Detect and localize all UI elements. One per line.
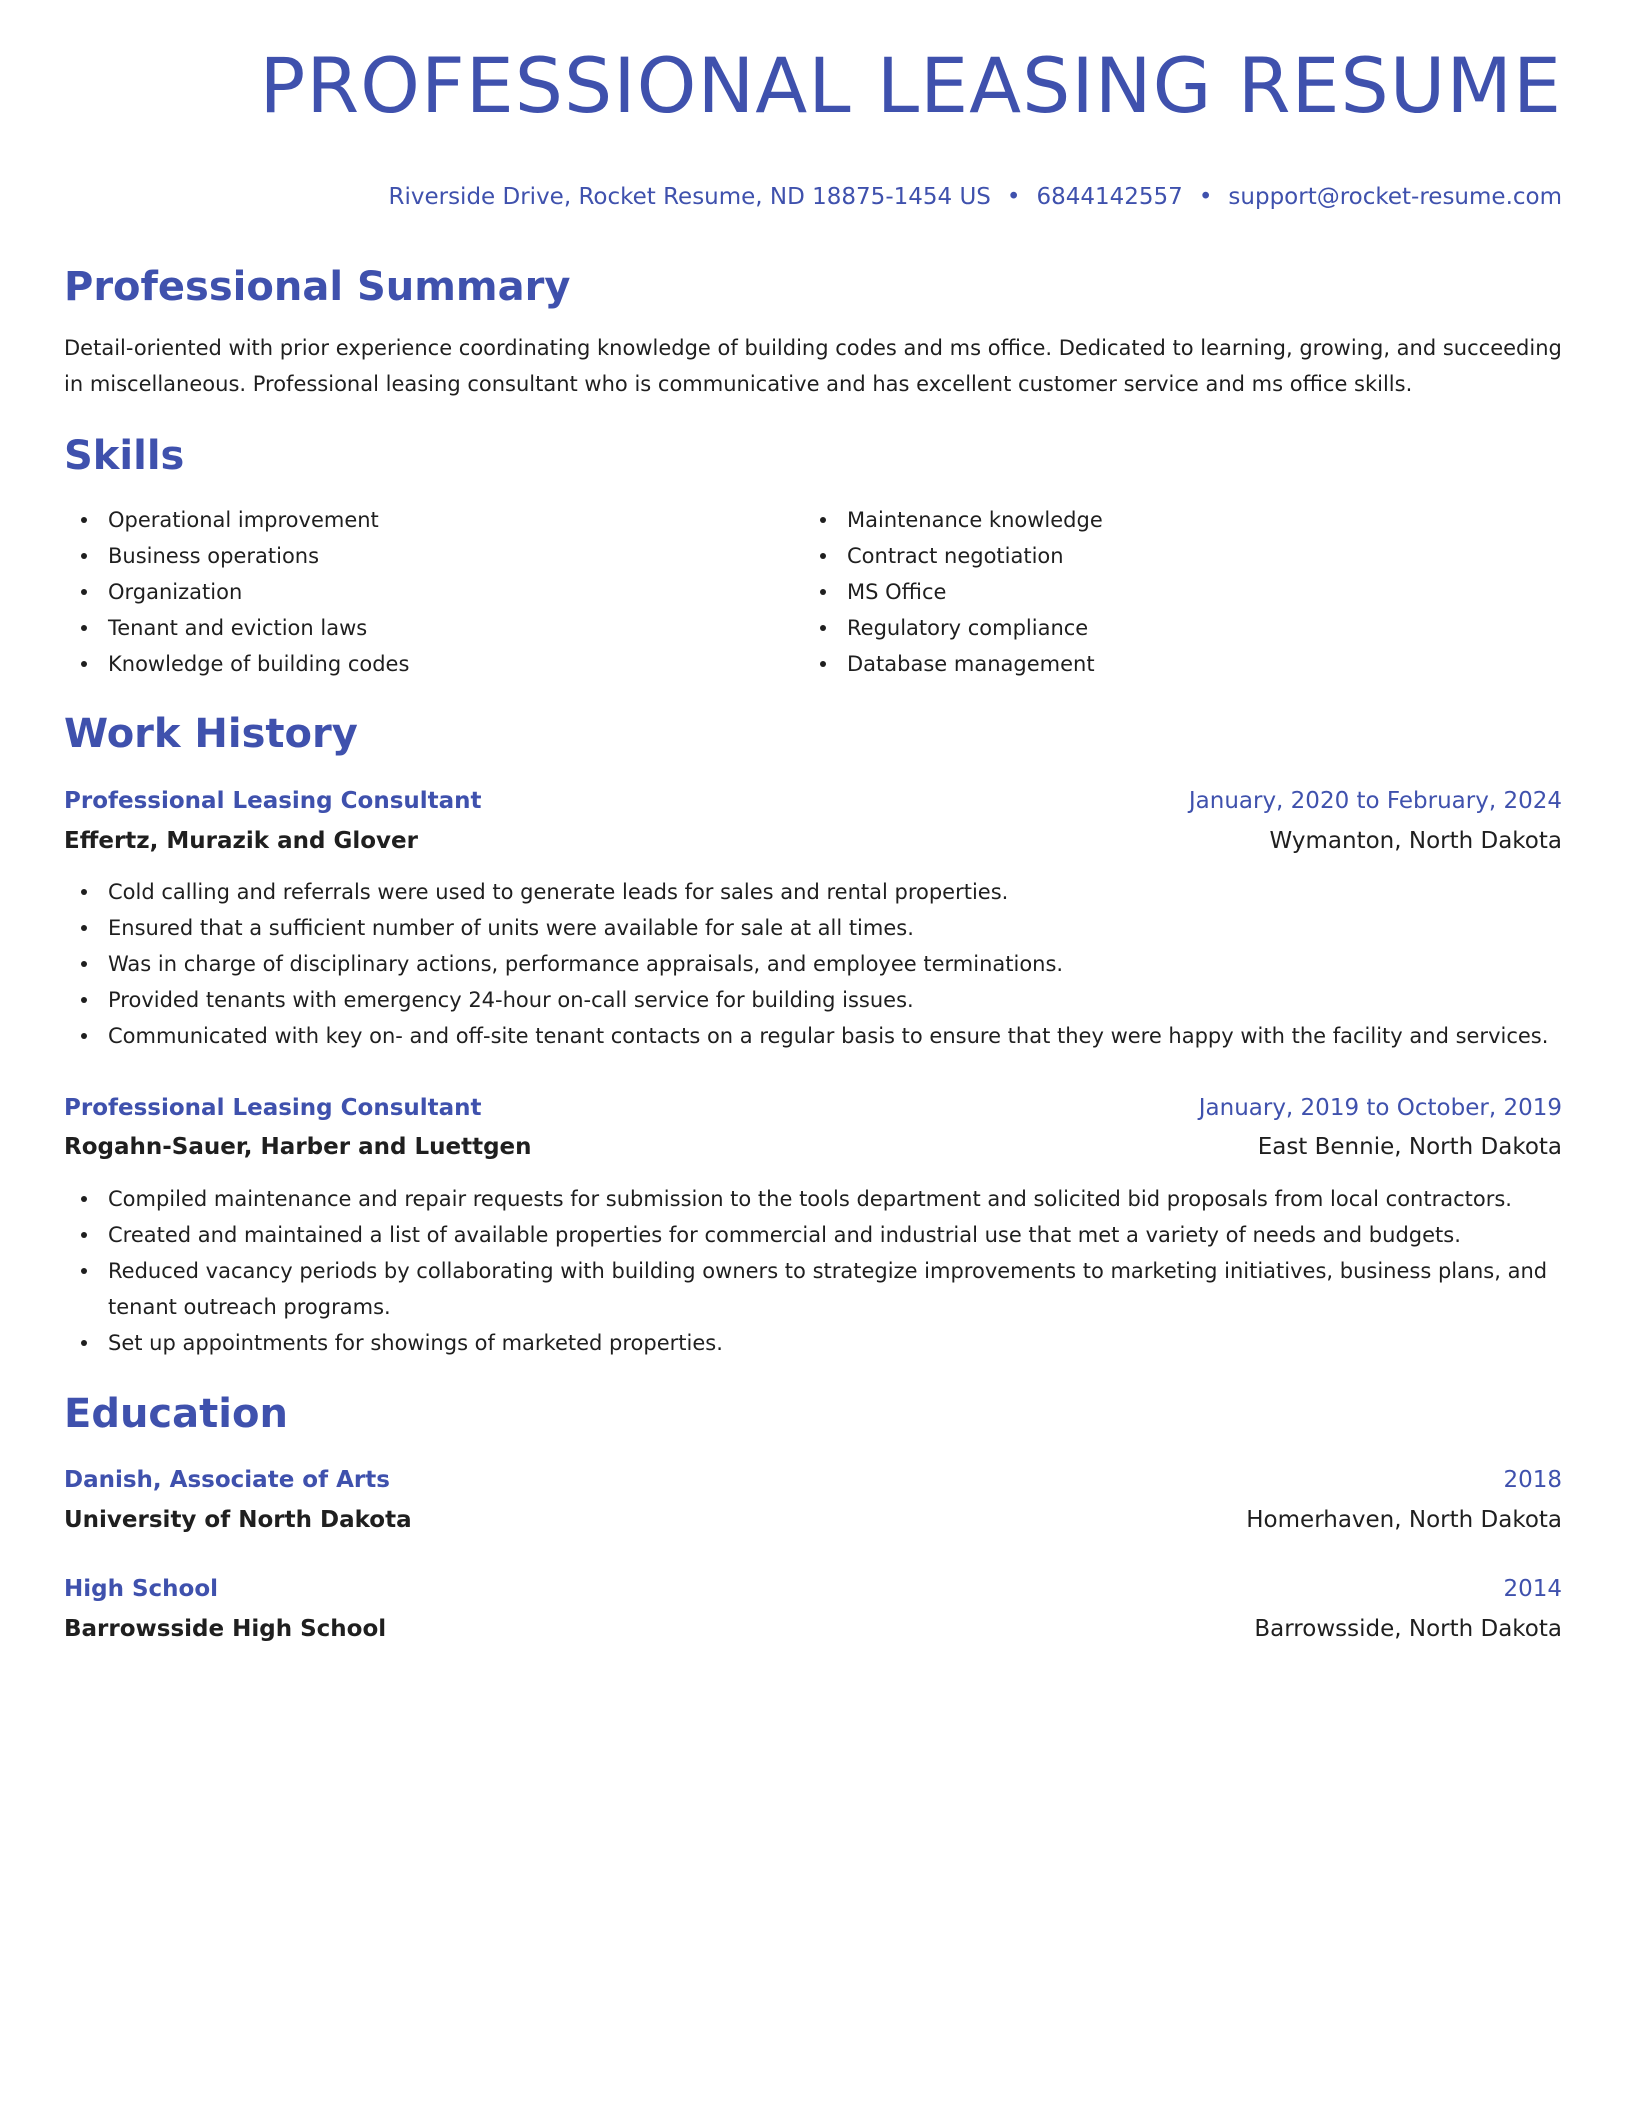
contact-line	[388, 182, 1562, 212]
job-company: Effertz, Murazik and Glover	[64, 828, 418, 854]
skill-item: Database management	[803, 646, 1503, 682]
job-company: Rogahn-Sauer, Harber and Luettgen	[64, 1134, 532, 1160]
skill-item: Maintenance knowledge	[803, 502, 1503, 538]
job-dates: January, 2019 to October, 2019	[1198, 1095, 1562, 1121]
job-bullet: Created and maintained a list of available properties for commercial and industrial use that met a variety of needs and budgets.	[64, 1217, 1562, 1253]
education-heading: Education	[64, 1391, 288, 1437]
job-bullet: Reduced vacancy periods by collaborating with building owners to strategize improvements to marketing initiatives, business plans, and tenant outreach programs.	[64, 1253, 1562, 1325]
job-location: Wymanton, North Dakota	[1269, 828, 1562, 854]
job-bullet: Ensured that a sufficient number of units were available for sale at all times.	[64, 910, 1562, 946]
work-heading: Work History	[64, 711, 358, 757]
education-header	[64, 1463, 1562, 1497]
job-location: East Bennie, North Dakota	[1257, 1134, 1562, 1160]
education-school: University of North Dakota	[64, 1507, 412, 1533]
skill-item: Operational improvement	[64, 502, 764, 538]
job-header	[64, 784, 1562, 818]
job-bullets	[64, 1181, 1562, 1361]
education-location: Homerhaven, North Dakota	[1246, 1507, 1562, 1533]
education-degree: High School	[64, 1576, 219, 1602]
job-title: Professional Leasing Consultant	[64, 1095, 482, 1121]
job-bullet: Set up appointments for showings of marketed properties.	[64, 1325, 1562, 1361]
summary-text: Detail-oriented with prior experience coordinating knowledge of building codes and ms office. Dedicated to learning, growing, and succeeding in miscellaneous. Professional leasing consultant who is communicative and has excellent customer service and ms office skills.	[64, 336, 1562, 396]
skills-heading: Skills	[64, 433, 185, 479]
skill-item: Contract negotiation	[803, 538, 1503, 574]
resume-title: PROFESSIONAL LEASING RESUME	[259, 41, 1562, 130]
job-subheader	[64, 1130, 1562, 1164]
skill-item: Business operations	[64, 538, 764, 574]
education-header	[64, 1572, 1562, 1606]
education-subheader	[64, 1503, 1562, 1537]
education-year: 2018	[1503, 1467, 1562, 1493]
job-title: Professional Leasing Consultant	[64, 788, 482, 814]
job-bullet: Cold calling and referrals were used to generate leads for sales and rental properties.	[64, 874, 1562, 910]
skill-item: Knowledge of building codes	[64, 646, 764, 682]
job-subheader	[64, 824, 1562, 858]
contact-separator: •	[1198, 184, 1213, 210]
contact-email: support@rocket-resume.com	[1228, 184, 1562, 210]
job-bullet: Provided tenants with emergency 24-hour on-call service for building issues.	[64, 982, 1562, 1018]
contact-phone: 6844142557	[1036, 184, 1183, 210]
skill-item: MS Office	[803, 574, 1503, 610]
job-bullet: Communicated with key on- and off-site tenant contacts on a regular basis to ensure that they were happy with the facility and services.	[64, 1018, 1562, 1054]
education-degree: Danish, Associate of Arts	[64, 1467, 390, 1493]
contact-separator: •	[1006, 184, 1021, 210]
skill-item: Organization	[64, 574, 764, 610]
education-subheader	[64, 1612, 1562, 1646]
skills-list-right	[803, 502, 1503, 682]
job-header	[64, 1091, 1562, 1125]
contact-address: Riverside Drive, Rocket Resume, ND 18875-1454 US	[388, 184, 991, 210]
education-year: 2014	[1503, 1576, 1562, 1602]
skill-item: Regulatory compliance	[803, 610, 1503, 646]
summary-heading: Professional Summary	[64, 264, 571, 310]
job-dates: January, 2020 to February, 2024	[1188, 788, 1562, 814]
job-bullet: Was in charge of disciplinary actions, performance appraisals, and employee terminations.	[64, 946, 1562, 982]
job-bullets	[64, 874, 1562, 1054]
job-bullet: Compiled maintenance and repair requests for submission to the tools department and solicited bid proposals from local contractors.	[64, 1181, 1562, 1217]
education-location: Barrowsside, North Dakota	[1254, 1616, 1562, 1642]
skill-item: Tenant and eviction laws	[64, 610, 764, 646]
education-school: Barrowsside High School	[64, 1616, 387, 1642]
skills-list-left	[64, 502, 764, 682]
